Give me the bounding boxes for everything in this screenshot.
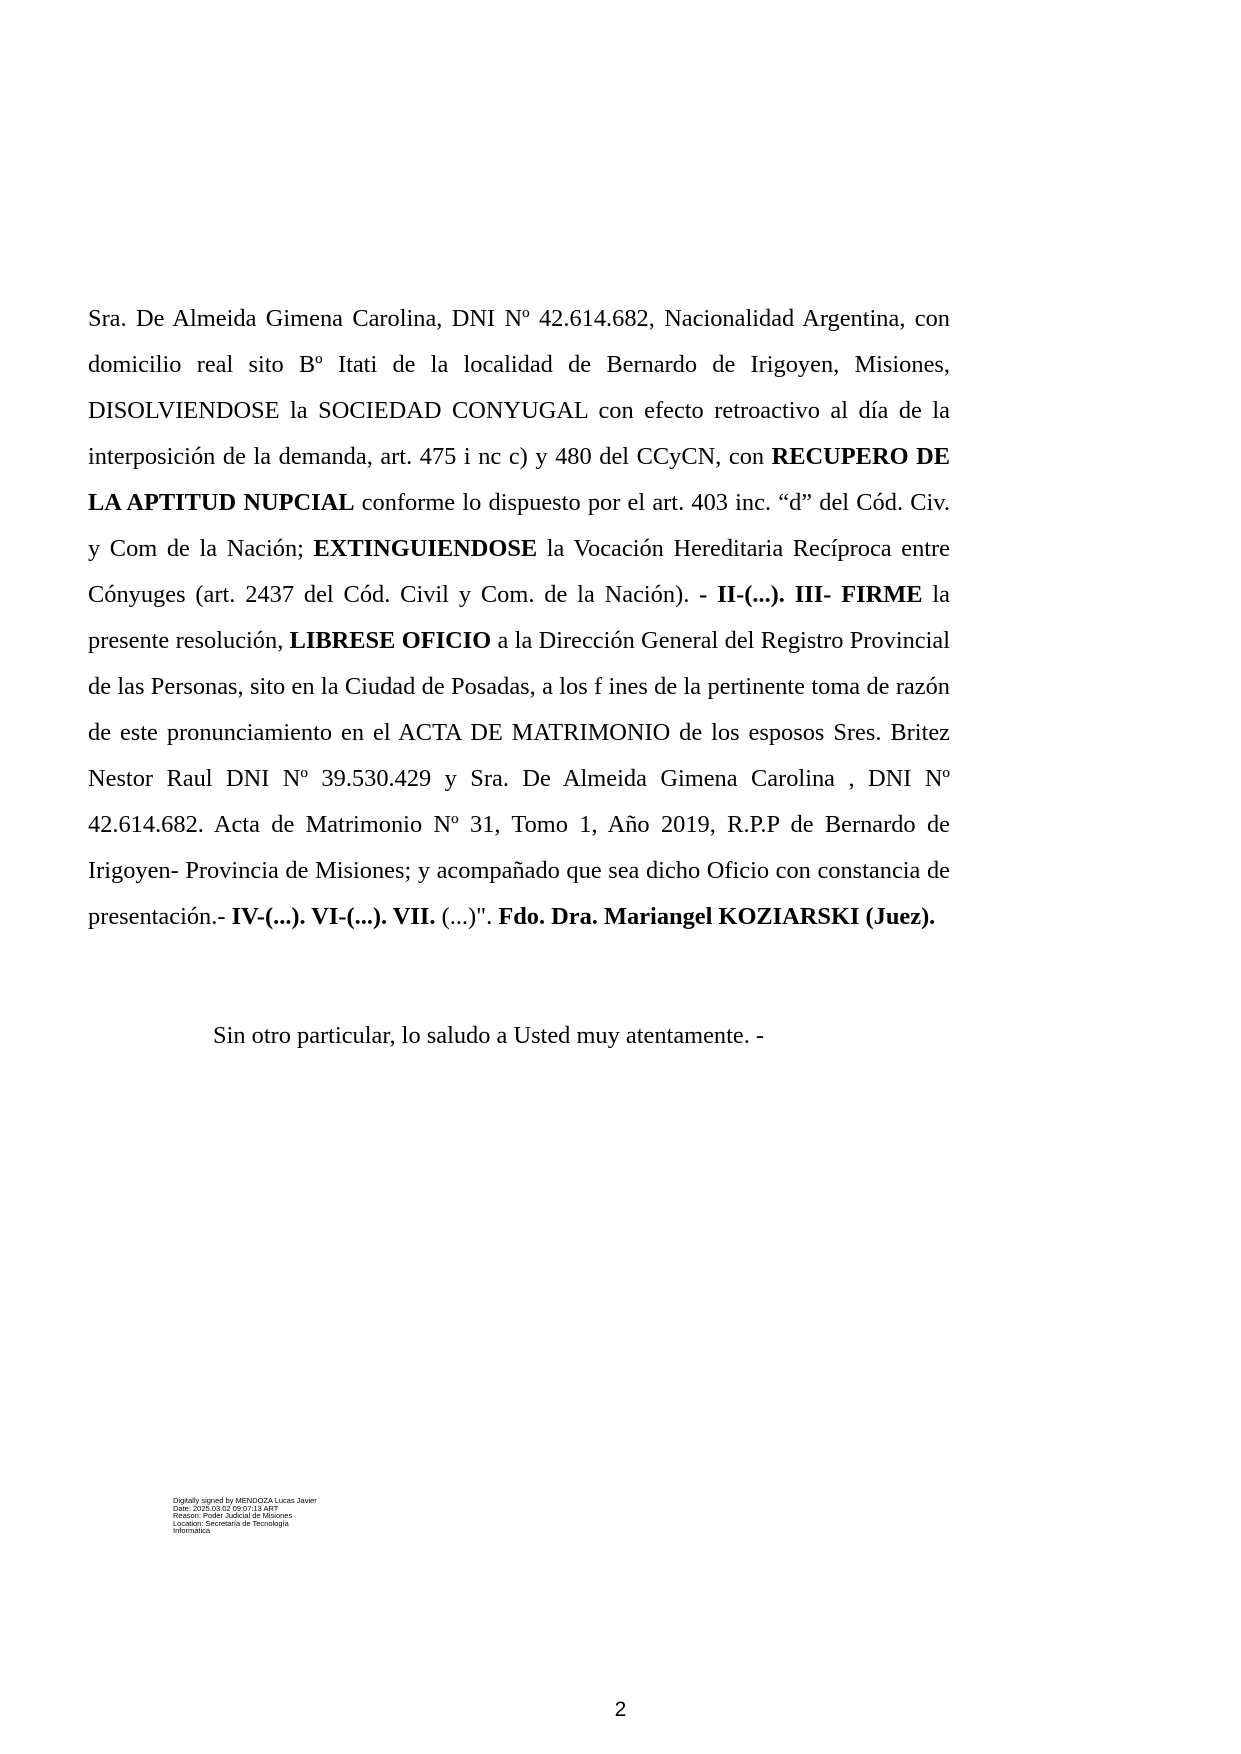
paragraph-segment-bold: IV-(...). VI-(...). VII. — [231, 903, 436, 930]
signature-line: Date: 2025.03.02 09:07:13 ART — [173, 1503, 279, 1513]
signature-line: Digitally signed by MENDOZA Lucas Javier — [173, 1496, 317, 1505]
signature-line: Location: Secretaría de Tecnología — [173, 1518, 289, 1528]
paragraph-segment: (...)". — [435, 903, 499, 930]
judge-signature-line: Fdo. Dra. Mariangel KOZIARSKI (Juez). — [498, 903, 936, 930]
digital-signature-block — [173, 1497, 373, 1535]
closing-line: Sin otro particular, lo saludo a Usted muy atentamente. - — [213, 1022, 765, 1049]
paragraph-segment-bold: RECUPERO DE LA APTITUD NUPCIAL — [88, 443, 950, 516]
signature-line: Informática — [173, 1526, 211, 1535]
paragraph-segment-bold: - II-(...). III- FIRME — [699, 581, 923, 608]
paragraph-segment: conforme lo dispuesto por el art. 403 inc. “d” del Cód. Civ. y Com de la Nación; — [88, 489, 950, 562]
paragraph-segment: a la Dirección General del Registro Provincial de las Personas, sito en la Ciudad de Posadas, a los f ines de la pertinente toma de razón de este pronunciamiento en el ACTA DE MATRIMONIO de los esposos Sres. Britez Nestor Raul DNI Nº 39.530.429 y Sra. De Almeida Gimena Carolina , DNI Nº 42.614.682. Acta de Matrimonio Nº 31, Tomo 1, Año 2019, R.P.P de Bernardo de Irigoyen- Provincia de Misiones; y acompañado que sea dicho Oficio con constancia de presentación.- — [88, 627, 950, 930]
paragraph-segment: Sra. De Almeida Gimena Carolina, DNI Nº 42.614.682, Nacionalidad Argentina, con domicilio real sito Bº Itati de la localidad de Bernardo de Irigoyen, Misiones, DISOLVIENDOSE la SOCIEDAD CONYUGAL con efecto retroactivo al día de la interposición de la demanda, art. 475 i nc c) y 480 del CCyCN, con — [88, 305, 950, 470]
paragraph-segment-bold: EXTINGUIENDOSE — [313, 535, 538, 562]
page-number: 2 — [614, 1698, 627, 1721]
paragraph-segment-bold: LIBRESE OFICIO — [289, 627, 492, 654]
resolution-paragraph — [88, 296, 950, 940]
paragraph-segment: la presente resolución, — [88, 581, 950, 654]
signature-line: Reason: Poder Judicial de Misiones — [173, 1511, 293, 1520]
paragraph-segment: la Vocación Hereditaria Recíproca entre Cónyuges (art. 2437 del Cód. Civil y Com. de la Nación). — [88, 535, 950, 608]
